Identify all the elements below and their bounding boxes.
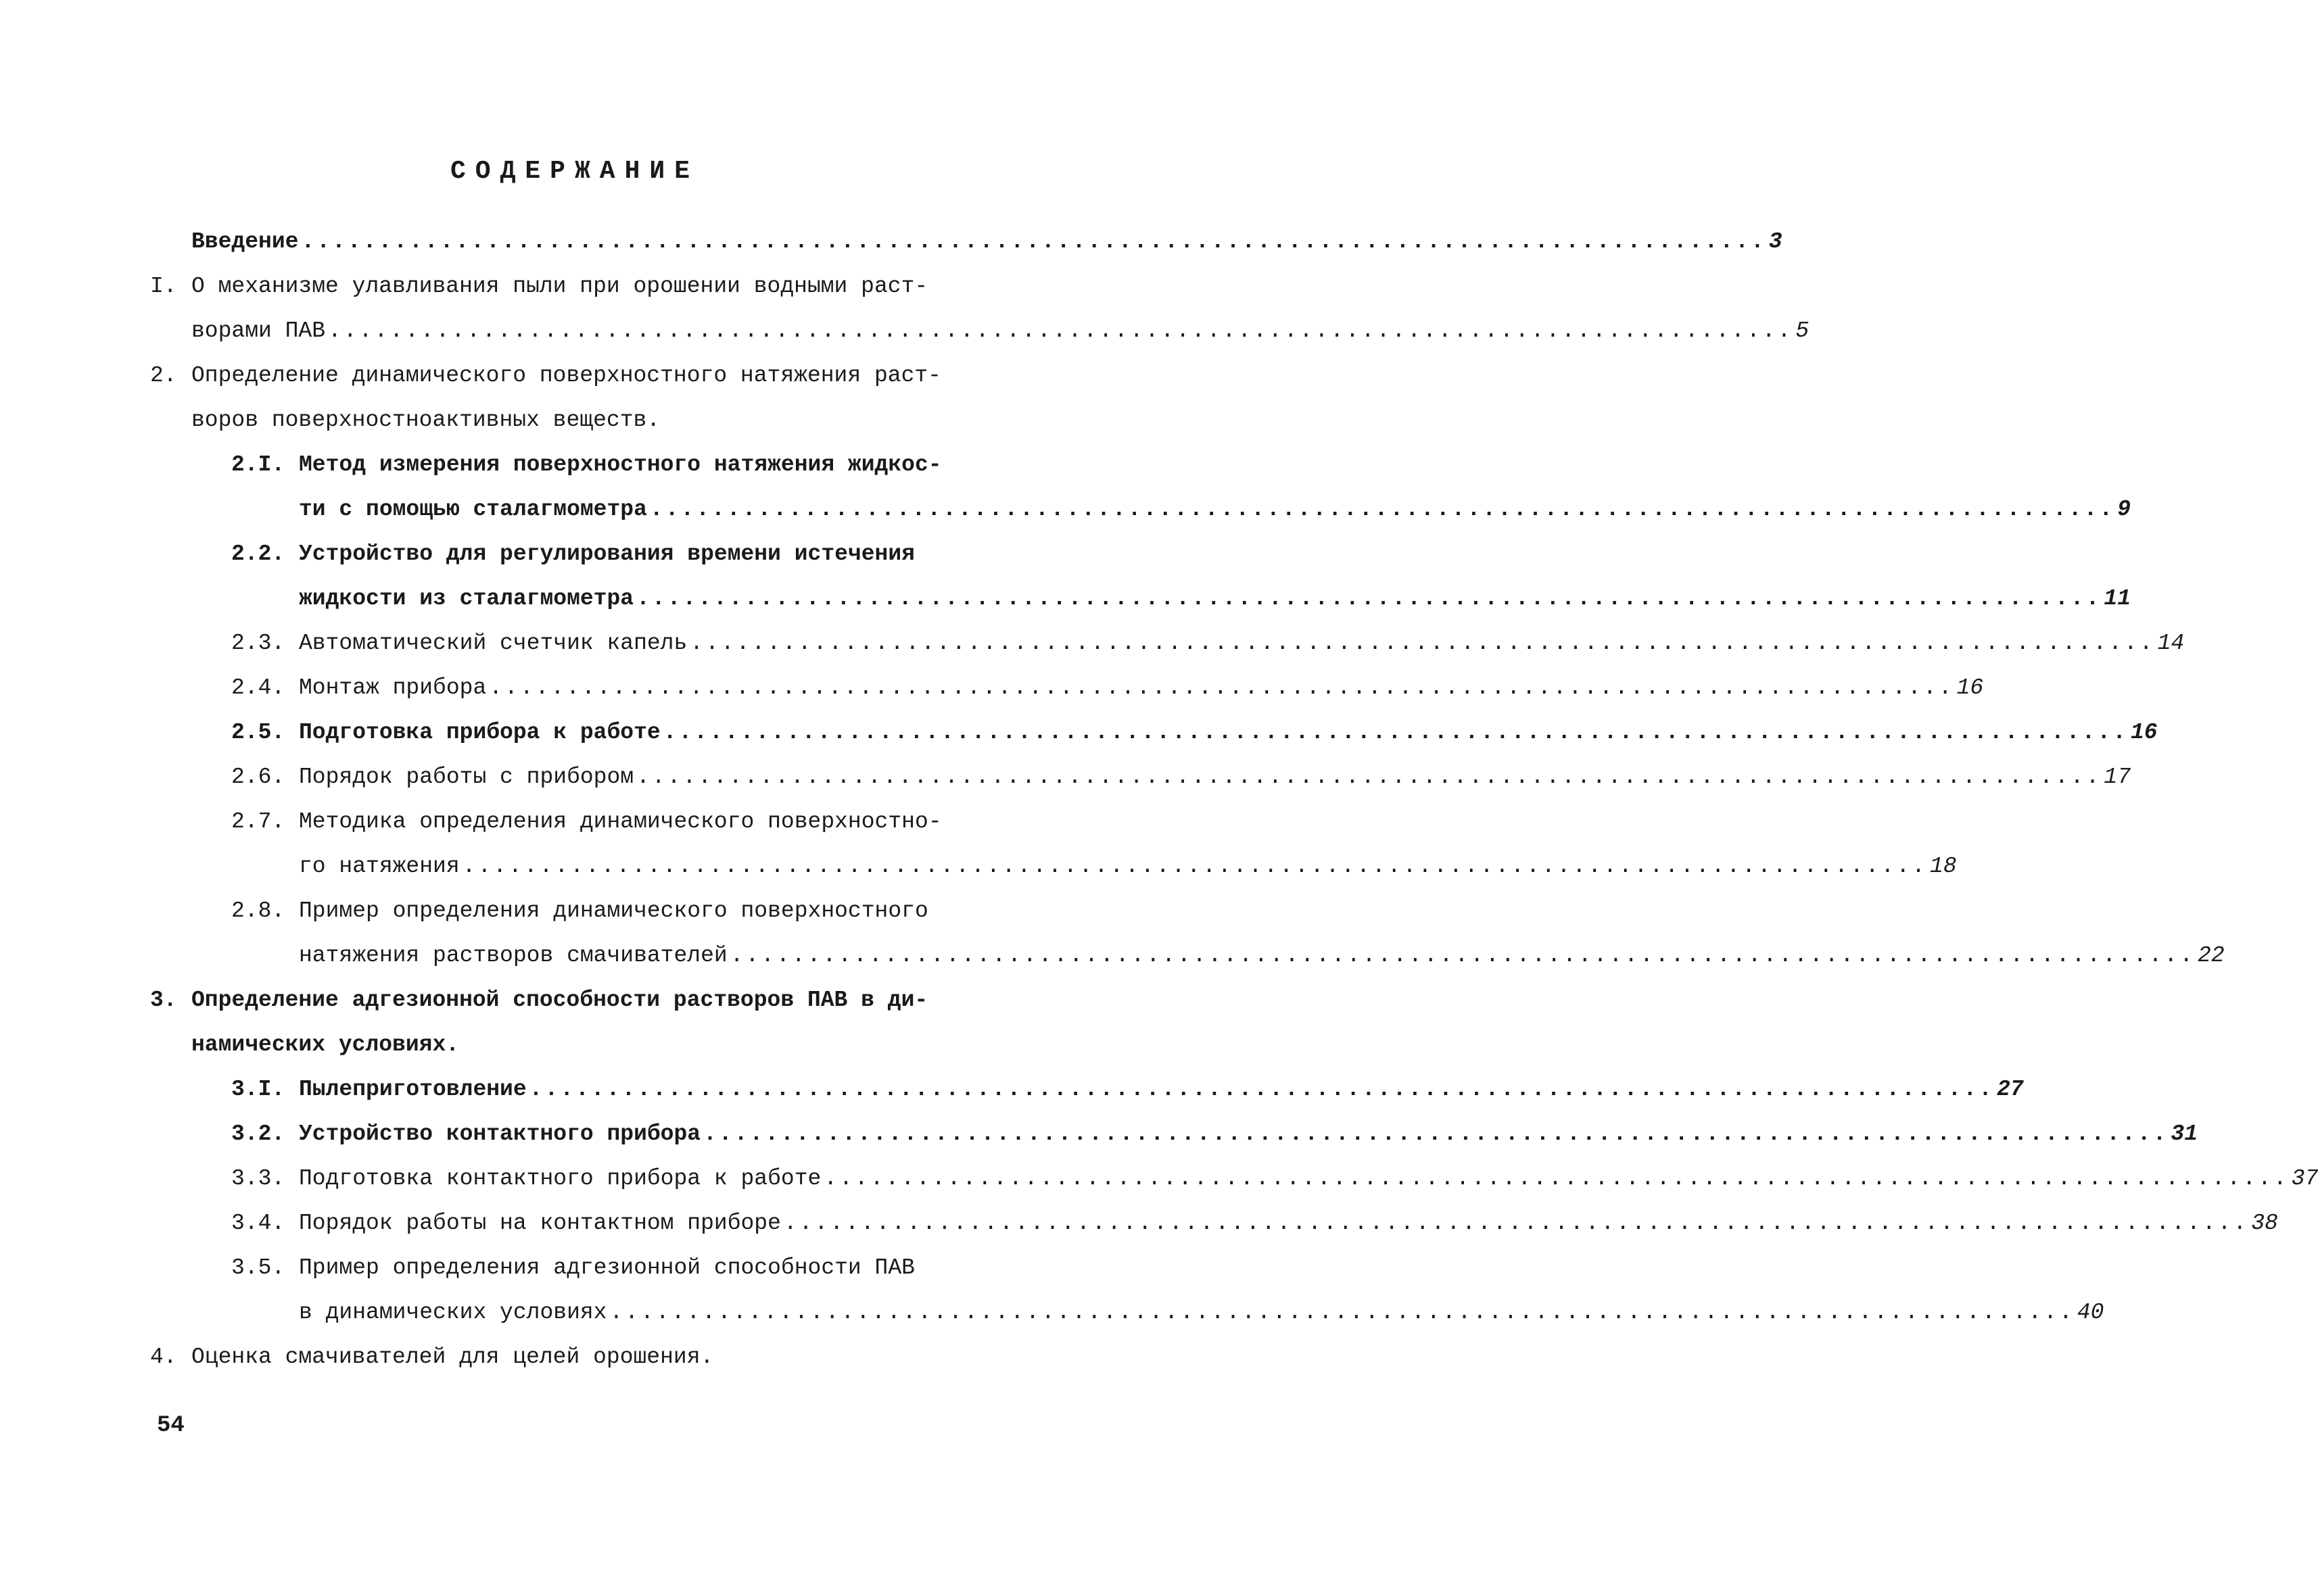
toc-section-number: 4.: [150, 1345, 177, 1370]
toc-item-2-6[interactable]: [231, 757, 2131, 798]
leader-dots: ...............................................................................................: [489, 675, 1954, 700]
toc-page-number: 3: [1768, 229, 1782, 254]
leader-dots: ...............................................................................................: [824, 1166, 2289, 1191]
toc-item-2-3[interactable]: [231, 623, 2185, 664]
toc-item-2-4[interactable]: [231, 668, 1984, 708]
toc-entry-label: Автоматический счетчик капель: [299, 631, 688, 656]
toc-entry-label: ворами ПАВ: [191, 318, 326, 343]
toc-entry-label: жидкости из сталагмометра: [299, 586, 634, 611]
toc-item-2-1-line1[interactable]: [231, 445, 962, 485]
toc-page-number: 37: [2291, 1166, 2318, 1191]
leader-dots: ...............................................................................................: [462, 854, 1927, 879]
toc-section-number: 2.: [150, 363, 177, 388]
leader-dots: ...............................................................................................: [663, 720, 2128, 745]
toc-page-number: 18: [1929, 854, 1957, 879]
toc-section-title: Оценка смачивателей для целей орошения.: [191, 1345, 714, 1370]
toc-section-1-line1[interactable]: [150, 266, 962, 307]
toc-item-2-7-line2[interactable]: [299, 846, 1957, 887]
toc-section-title: воров поверхностноактивных веществ.: [191, 408, 661, 433]
toc-page-number: 16: [2131, 720, 2158, 745]
toc-section-1-line2[interactable]: [191, 311, 1810, 352]
toc-entry-label: в динамических условиях: [299, 1300, 607, 1325]
toc-entry-label: Порядок работы на контактном приборе: [299, 1211, 781, 1236]
leader-dots: ...............................................................................................: [690, 631, 2155, 656]
toc-item-3-4[interactable]: [231, 1203, 2278, 1244]
toc-section-number: 3.: [150, 988, 177, 1013]
leader-dots: ...............................................................................................: [783, 1211, 2249, 1236]
leader-dots: ...............................................................................................: [529, 1077, 1994, 1102]
toc-entry-intro[interactable]: [191, 222, 1782, 262]
toc-section-3-line1[interactable]: [150, 980, 962, 1021]
toc-page-number: 5: [1795, 318, 1810, 343]
toc-page-number: 38: [2251, 1211, 2278, 1236]
toc-entry-label: Подготовка контактного прибора к работе: [299, 1166, 822, 1191]
leader-dots: ...............................................................................................: [328, 318, 1793, 343]
leader-dots: ...............................................................................................: [609, 1300, 2075, 1325]
toc-item-title: Устройство для регулирования времени истечения: [299, 541, 915, 566]
toc-page-number: 16: [1956, 675, 1984, 700]
toc-item-3-3[interactable]: [231, 1159, 2318, 1199]
toc-item-2-7-line1[interactable]: [231, 802, 962, 842]
toc-item-number: 2.I.: [231, 452, 285, 477]
toc-item-3-5-line1[interactable]: [231, 1248, 962, 1288]
toc-page-number: 31: [2171, 1121, 2198, 1146]
toc-entry-label: Пылеприготовление: [299, 1077, 527, 1102]
toc-section-title: О механизме улавливания пыли при орошении водными раст-: [191, 274, 928, 299]
toc-section-title: Определение динамического поверхностного натяжения раст-: [191, 363, 941, 388]
leader-dots: ...............................................................................................: [636, 586, 2102, 611]
toc-item-number: 3.4.: [231, 1211, 285, 1236]
toc-item-title: Пример определения динамического поверхностного: [299, 898, 928, 923]
toc-item-2-1-line2[interactable]: [299, 489, 2131, 530]
leader-dots: ...............................................................................................: [636, 765, 2102, 790]
toc-entry-label: Подготовка прибора к работе: [299, 720, 661, 745]
toc-entry-label: Порядок работы с прибором: [299, 765, 634, 790]
toc-page-number: 17: [2104, 765, 2131, 790]
toc-item-title: Пример определения адгезионной способности ПАВ: [299, 1255, 915, 1280]
toc-title: СОДЕРЖАНИЕ: [450, 157, 700, 186]
toc-section-number: I.: [150, 274, 177, 299]
toc-item-3-1[interactable]: [231, 1069, 2024, 1110]
toc-item-title: Методика определения динамического поверхностно-: [299, 809, 942, 834]
toc-item-number: 2.7.: [231, 809, 285, 834]
toc-section-title: Определение адгезионной способности растворов ПАВ в ди-: [191, 988, 928, 1013]
toc-section-3-line2[interactable]: [191, 1025, 950, 1065]
toc-item-number: 2.8.: [231, 898, 285, 923]
toc-item-2-2-line1[interactable]: [231, 534, 962, 575]
toc-page-number: 40: [2077, 1300, 2104, 1325]
leader-dots: ...............................................................................................: [730, 943, 2196, 968]
leader-dots: ...............................................................................................: [703, 1121, 2169, 1146]
toc-item-title: Метод измерения поверхностного натяжения жидкос-: [299, 452, 942, 477]
toc-item-number: 3.5.: [231, 1255, 285, 1280]
toc-entry-label: натяжения растворов смачивателей: [299, 943, 728, 968]
toc-page-number: 14: [2157, 631, 2185, 656]
leader-dots: ...............................................................................................: [649, 497, 2115, 522]
toc-item-number: 2.5.: [231, 720, 285, 745]
toc-item-2-5[interactable]: [231, 712, 2158, 753]
toc-entry-label: Монтаж прибора: [299, 675, 487, 700]
toc-entry-label: го натяжения: [299, 854, 460, 879]
toc-section-2-line2[interactable]: [191, 400, 950, 441]
toc-page-number: 9: [2117, 497, 2131, 522]
leader-dots: ...............................................................................................: [301, 229, 1766, 254]
toc-item-number: 3.3.: [231, 1166, 285, 1191]
toc-item-number: 2.2.: [231, 541, 285, 566]
toc-item-number: 3.2.: [231, 1121, 285, 1146]
toc-item-3-5-line2[interactable]: [299, 1292, 2104, 1333]
toc-page-number: 27: [1996, 1077, 2024, 1102]
toc-item-number: 2.3.: [231, 631, 285, 656]
toc-section-title: намических условиях.: [191, 1032, 460, 1057]
toc-entry-label: ти с помощью сталагмометра: [299, 497, 647, 522]
toc-page-number: 22: [2198, 943, 2225, 968]
page-number: 54: [157, 1413, 185, 1438]
toc-item-3-2[interactable]: [231, 1114, 2198, 1155]
toc-item-2-2-line2[interactable]: [299, 579, 2131, 619]
toc-section-2-line1[interactable]: [150, 356, 962, 396]
toc-entry-label: Устройство контактного прибора: [299, 1121, 701, 1146]
toc-item-2-8-line2[interactable]: [299, 936, 2225, 976]
toc-page-number: 11: [2104, 586, 2131, 611]
toc-item-number: 2.6.: [231, 765, 285, 790]
toc-item-number: 2.4.: [231, 675, 285, 700]
toc-section-4[interactable]: [150, 1337, 962, 1378]
toc-entry-label: Введение: [191, 229, 299, 254]
toc-item-number: 3.I.: [231, 1077, 285, 1102]
toc-item-2-8-line1[interactable]: [231, 891, 962, 932]
